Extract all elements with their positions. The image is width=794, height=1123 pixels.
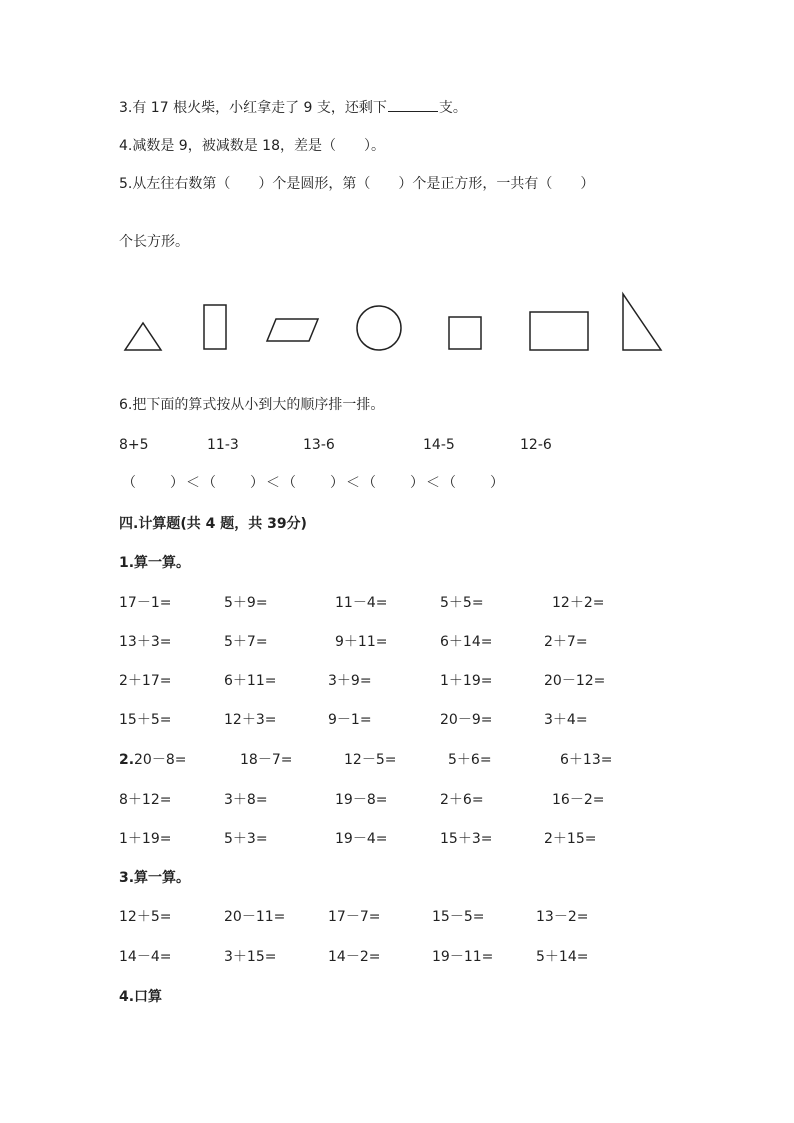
problem: 6＋14= [440, 634, 493, 650]
calc-4-title: 4.口算 [119, 989, 163, 1005]
problem: 9＋11= [335, 634, 388, 650]
expression-3: 13-6 [303, 437, 335, 453]
problem: 14－4= [119, 949, 172, 965]
problem: 16－2= [552, 792, 605, 808]
calc-2-number: 2. [119, 752, 135, 768]
problem: 14－2= [328, 949, 381, 965]
question-5-line-1: 5.从左往右数第（ ）个是圆形，第（ ）个是正方形，一共有（ ） [119, 176, 595, 192]
right-triangle-icon [623, 294, 661, 350]
shapes-row [0, 290, 794, 360]
shapes-figure [0, 290, 794, 360]
problem: 12＋3= [224, 712, 277, 728]
problem: 3＋15= [224, 949, 277, 965]
problem: 2＋15= [544, 831, 597, 847]
problem: 5＋3= [224, 831, 268, 847]
problem: 11－4= [335, 595, 388, 611]
problem: 12－5= [344, 752, 397, 768]
problem: 20－9= [440, 712, 493, 728]
problem: 15－5= [432, 909, 485, 925]
wide-rectangle-icon [530, 312, 588, 350]
calc-1-row-3 [0, 671, 794, 691]
problem: 6＋11= [224, 673, 277, 689]
question-3-suffix: 支。 [438, 100, 467, 116]
expression-5: 12-6 [520, 437, 552, 453]
problem: 3＋8= [224, 792, 268, 808]
answer-blank[interactable] [388, 97, 438, 112]
problem: 5＋6= [448, 752, 492, 768]
problem: 5＋9= [224, 595, 268, 611]
calc-1-row-4 [0, 710, 794, 730]
problem: 15＋5= [119, 712, 172, 728]
question-3 [119, 97, 467, 118]
calc-3-title: 3.算一算。 [119, 870, 191, 886]
calc-1-title: 1.算一算。 [119, 555, 191, 571]
problem: 8＋12= [119, 792, 172, 808]
section-4-heading: 四.计算题(共 4 题，共 39分) [119, 516, 307, 532]
problem: 2＋17= [119, 673, 172, 689]
question-3-text: 3.有 17 根火柴，小红拿走了 9 支，还剩下 [119, 100, 387, 116]
calc-1-row-1 [0, 593, 794, 613]
problem: 1＋19= [440, 673, 493, 689]
square-icon [449, 317, 481, 349]
expression-2: 11-3 [207, 437, 239, 453]
question-6-order-line[interactable]: （ ）＜（ ）＜（ ）＜（ ）＜（ ） [122, 475, 506, 491]
calc-2-row-3 [0, 829, 794, 849]
question-6-expressions [0, 435, 794, 455]
problem: 2＋7= [544, 634, 588, 650]
calc-2-row-1 [0, 750, 794, 770]
problem: 3＋4= [544, 712, 588, 728]
triangle-icon [125, 323, 161, 350]
problem: 5＋7= [224, 634, 268, 650]
problem: 5＋14= [536, 949, 589, 965]
problem: 19－11= [432, 949, 494, 965]
problem: 15＋3= [440, 831, 493, 847]
tall-rectangle-icon [204, 305, 226, 349]
problem: 2＋6= [440, 792, 484, 808]
problem: 5＋5= [440, 595, 484, 611]
problem: 9－1= [328, 712, 372, 728]
problem: 20－8= [134, 752, 187, 768]
problem: 19－8= [335, 792, 388, 808]
problem: 19－4= [335, 831, 388, 847]
problem: 3＋9= [328, 673, 372, 689]
problem: 17－1= [119, 595, 172, 611]
problem: 13－2= [536, 909, 589, 925]
expression-4: 14-5 [423, 437, 455, 453]
problem: 13＋3= [119, 634, 172, 650]
question-6-title: 6.把下面的算式按从小到大的顺序排一排。 [119, 397, 385, 413]
calc-3-row-1 [0, 907, 794, 927]
problem: 12＋5= [119, 909, 172, 925]
problem: 17－7= [328, 909, 381, 925]
circle-icon [357, 306, 401, 350]
expression-1: 8+5 [119, 437, 149, 453]
problem: 12＋2= [552, 595, 605, 611]
problem: 1＋19= [119, 831, 172, 847]
problem: 6＋13= [560, 752, 613, 768]
calc-1-row-2 [0, 632, 794, 652]
problem: 20－11= [224, 909, 286, 925]
calc-3-row-2 [0, 947, 794, 967]
parallelogram-icon [267, 319, 318, 341]
question-4: 4.减数是 9，被减数是 18，差是（ ）。 [119, 138, 385, 154]
calc-2-row-2 [0, 790, 794, 810]
problem: 18－7= [240, 752, 293, 768]
problem: 20－12= [544, 673, 606, 689]
question-5-line-2: 个长方形。 [119, 234, 189, 250]
